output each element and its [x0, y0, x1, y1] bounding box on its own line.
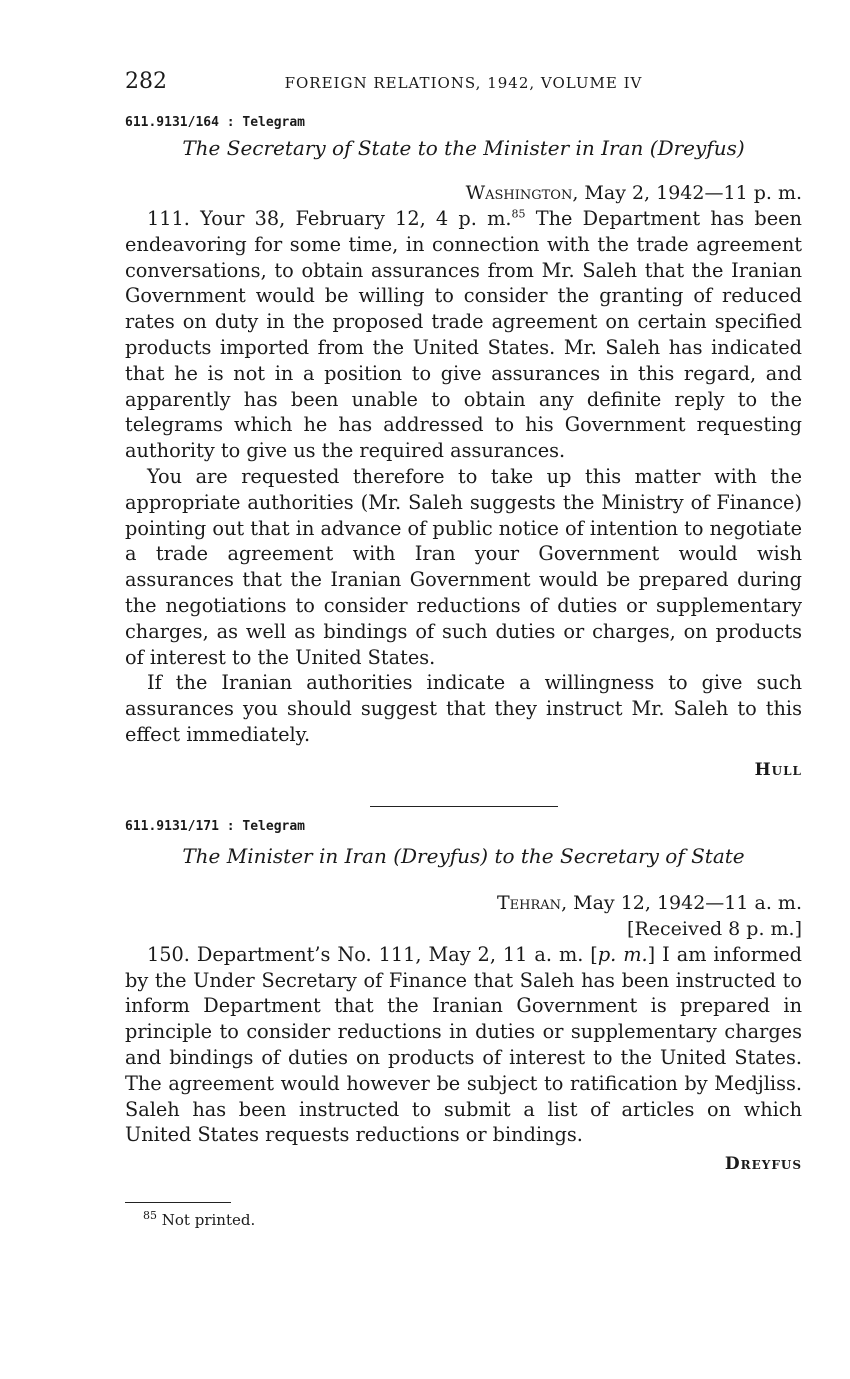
- footnote-text: Not printed.: [157, 1211, 256, 1230]
- dateline-date: , May 2, 1942—11 p. m.: [572, 182, 802, 204]
- paragraph: [125, 942, 802, 1148]
- document-2: [125, 819, 802, 1174]
- footnote-marker: 85: [143, 1209, 157, 1223]
- dateline-place: Tehran: [497, 891, 562, 914]
- paragraph-text: 111. Your 38, February 12, 4 p. m.: [147, 207, 512, 230]
- page-header: [125, 66, 802, 102]
- footnote-rule: [125, 1202, 231, 1203]
- signature: Hull: [754, 759, 802, 780]
- dateline: [125, 890, 802, 916]
- paragraph-text: The Department has been endeavoring for some time, in connection with the trade agreement conversations, to obtain assurances from Mr. Saleh that the Iranian Government would be willing to consider the granting of reduced rates on duty in the proposed trade agreement on certain specified products imported from the United States. Mr. Saleh has indicated that he is not in a position to give assurances in this regard, and apparently has been unable to obtain any definite reply to the telegrams which he has addressed to his Government requesting authority to give us the required assurances.: [125, 207, 802, 463]
- paragraph: If the Iranian authorities indicate a willingness to give such assurances you should suggest that they instruct Mr. Saleh to this effect immediately.: [125, 671, 802, 746]
- document-1: [125, 115, 802, 780]
- page-number: 282: [125, 69, 167, 94]
- received-line: [Received 8 p. m.]: [627, 917, 802, 940]
- paragraph-text: ] I am informed by the Under Secretary of Finance that Saleh has been instructed to inform Department that the Iranian Government is prepared in principle to consider reductions in duties or supplementary charges and bindings of duties on products of interest to the United States. The agreement would however be subject to ratification by Medjliss. Saleh has been instructed to submit a list of articles on which United States requests reductions or bindings.: [125, 942, 803, 1147]
- dateline-place: Washington: [465, 182, 573, 204]
- signature: Dreyfus: [724, 1154, 802, 1175]
- document-title: The Secretary of State to the Minister in Iran (Dreyfus): [182, 136, 745, 160]
- file-reference: 611.9131/171 : Telegram: [125, 818, 306, 834]
- paragraph: You are requested therefore to take up this matter with the appropriate authorities (Mr. Saleh suggests the Ministry of Finance) pointing out that in advance of public notice of intention to negotiate a trade agreement with Iran your Government would wish assurances that the Iranian Government would be prepared during the negotiations to consider reductions of duties or supplementary charges, as well as bindings of such duties or charges, on products of interest to the United States.: [125, 464, 802, 669]
- paragraph: [125, 206, 802, 464]
- paragraph-text: p. m.: [597, 942, 648, 966]
- running-head: FOREIGN RELATIONS, 1942, VOLUME IV: [284, 74, 643, 92]
- dateline-date: , May 12, 1942—11 a. m.: [561, 891, 802, 914]
- document-title: The Minister in Iran (Dreyfus) to the Secretary of State: [182, 843, 745, 868]
- dateline: [125, 180, 802, 206]
- footnote-ref: 85: [511, 207, 526, 221]
- page: [125, 66, 802, 1229]
- paragraph-text: 150. Department’s No. 111, May 2, 11 a. m. [: [147, 942, 598, 966]
- footnote: [125, 1211, 802, 1229]
- file-reference: 611.9131/164 : Telegram: [125, 115, 306, 130]
- section-divider: [370, 806, 558, 807]
